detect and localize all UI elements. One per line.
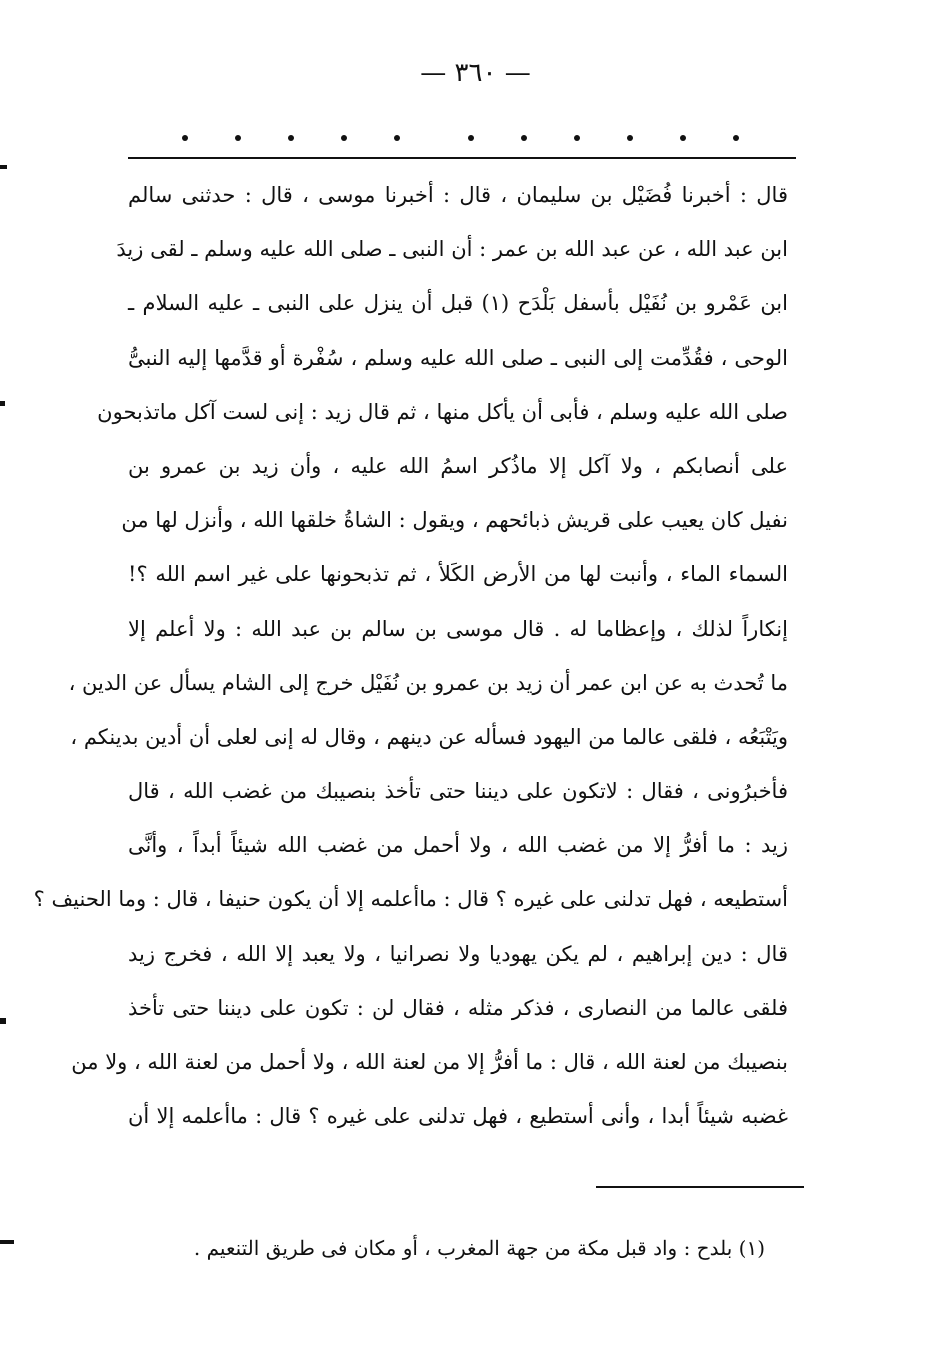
text-line: ويَتْبَعُه ، فلقى عالما من اليهود فسأله عن دينهم ، وقال له إنى لعلى أن أدين بدينكم ،	[70, 724, 788, 749]
scan-edge-mark	[0, 165, 7, 169]
footnote: (١) بلدح : واد قبل مكة من جهة المغرب ، أو مكان فى طريق التنعيم .	[193, 1236, 765, 1260]
text-line: صلى الله عليه وسلم ، فأبى أن يأكل منها ، ثم قال زيد : إنى لست آكل ماتذبحون	[97, 399, 788, 424]
text-line: على أنصابكم ، ولا آكل إلا ماذُكر اسمُ الله عليه ، وأن زيد بن عمرو بن	[128, 453, 788, 478]
text-line: إنكاراً لذلك ، وإعظاما له . قال موسى بن سالم بن عبد الله : ولا أعلم إلا	[128, 616, 788, 641]
scan-edge-mark	[0, 401, 5, 406]
text-line: أستطيعه ، فهل تدلنى على غيره ؟ قال : ماأعلمه إلا أن يكون حنيفا ، قال : وما الحنيف ؟	[33, 887, 788, 912]
text-line: قال : دين إبراهيم ، لم يكن يهوديا ولا نصرانيا ، ولا يعبد إلا الله ، فخرج زيد	[128, 941, 788, 966]
ornament-dot	[288, 135, 294, 141]
text-line: نفيل كان يعيب على قريش ذبائحهم ، ويقول : الشاةُ خلقها الله ، وأنزل لها من	[121, 508, 788, 533]
text-line: السماء الماء ، وأنبت لها من الأرض الكَلأ ، ثم تذبحونها على غير اسم الله ؟!	[128, 562, 788, 587]
ornament-dots	[170, 128, 760, 148]
text-line: ابن عَمْرو بن نُفَيْل بأسفل بَلْدَح (١) قبل أن ينزل على النبى ـ عليه السلام ـ	[128, 291, 788, 316]
text-line: بنصيبك من لعنة الله ، قال : ما أفرُّ إلا من لعنة الله ، ولا أحمل من لعنة الله ، ولا من	[71, 1050, 788, 1074]
text-line: ابن عبد الله ، عن عبد الله بن عمر : أن النبى ـ صلى الله عليه وسلم ـ لقى زيدَ	[116, 237, 788, 262]
text-line: فأخبرُونى ، فقال : لاتكون على ديننا حتى تأخذ بنصيبك من غضب الله ، قال	[128, 779, 788, 804]
ornament-dot	[468, 135, 474, 141]
text-line: ما تُحدث به عن ابن عمر أن زيد بن عمرو بن نُفَيْل خرج إلى الشام يسأل عن الدين ،	[68, 670, 788, 695]
ornament-dot	[733, 135, 739, 141]
ornament-dot	[680, 135, 686, 141]
text-line: غضبه شيئاً أبدا ، وأنى أستطيع ، فهل تدلنى على غيره ؟ قال : ماأعلمه إلا أن	[128, 1104, 788, 1129]
ornament-dot	[521, 135, 527, 141]
scan-edge-mark	[0, 1018, 6, 1024]
ornament-dot	[341, 135, 347, 141]
text-line: قال : أخبرنا فُضَيْل بن سليمان ، قال : أخبرنا موسى ، قال : حدثنى سالم	[128, 183, 788, 207]
ornament-dot	[627, 135, 633, 141]
text-line: زيد : ما أفرُّ إلا من غضب الله ، ولا أحمل من غضب الله شيئاً أبداً ، وأنَّى	[128, 833, 788, 858]
header-rule	[128, 157, 796, 159]
footnote-rule	[596, 1186, 804, 1188]
text-line: الوحى ، فقُدِّمت إلى النبى ـ صلى الله عليه وسلم ، سُفْرة أو قدَّمها إليه النبىُّ	[128, 345, 788, 370]
ornament-dot	[574, 135, 580, 141]
body-text	[33, 168, 788, 1143]
ornament-dot	[394, 135, 400, 141]
scan-edge-mark	[0, 1240, 14, 1244]
ornament-dot	[182, 135, 188, 141]
ornament-dot	[235, 135, 241, 141]
page-number: — ٣٦٠ —	[420, 58, 531, 88]
text-line: فلقى عالما من النصارى ، فذكر مثله ، فقال لن : تكون على ديننا حتى تأخذ	[128, 995, 788, 1020]
